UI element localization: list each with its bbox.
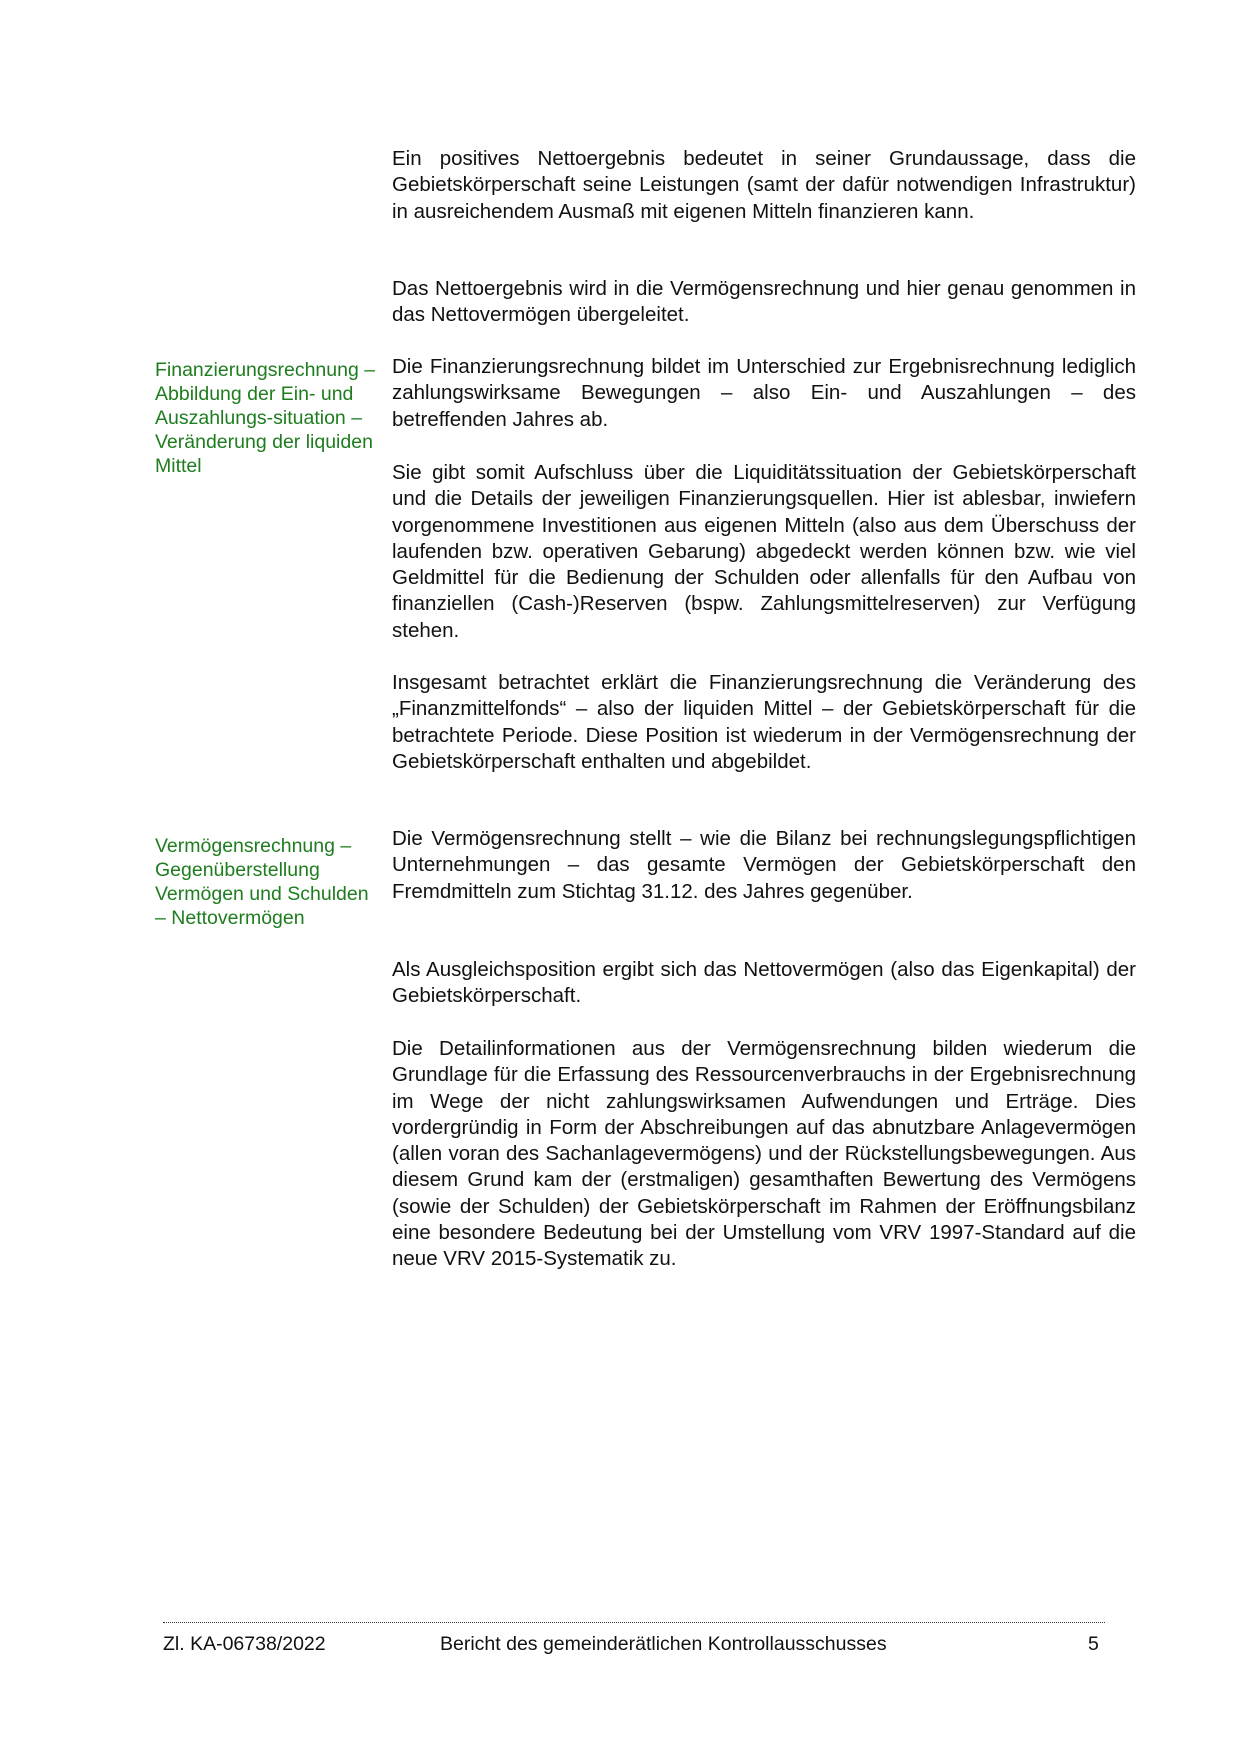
sidenote-vermoegensrechnung: Vermögensrechnung – Gegenüberstellung Vermögen und Schulden – Nettovermögen <box>155 835 369 929</box>
footer-divider <box>163 1622 1105 1623</box>
sidenote-finanzierungsrechnung: Finanzierungsrechnung – Abbildung der Ein- und Auszahlungs-situation – Veränderung der liquiden Mittel <box>155 359 376 477</box>
paragraph-vermoegensrechnung-intro: Die Vermögensrechnung stellt – wie die Bilanz bei rechnungslegungspflichtigen Unternehmungen – das gesamte Vermögen der Gebietskörperschaft den Fremdmitteln zum Stichtag 31.12. des Jahres gegenüber. <box>392 827 1136 903</box>
page-number: 5 <box>1088 1633 1099 1655</box>
paragraph-finanzierungsrechnung-intro: Die Finanzierungsrechnung bildet im Unterschied zur Ergebnisrechnung lediglich zahlungswirksame Bewegungen – also Ein- und Auszahlungen – des betreffenden Jahres ab. <box>392 355 1136 431</box>
footer-title: Bericht des gemeinderätlichen Kontrollausschusses <box>440 1633 887 1655</box>
paragraph-nettoergebnis: Ein positives Nettoergebnis bedeutet in seiner Grundaussage, dass die Gebietskörperschaft seine Leistungen (samt der dafür notwendigen Infrastruktur) in ausreichendem Ausmaß mit eigenen Mitteln finanzieren kann. <box>392 147 1136 223</box>
paragraph-ausgleichsposition: Als Ausgleichsposition ergibt sich das Nettovermögen (also das Eigenkapital) der Gebietskörperschaft. <box>392 958 1136 1008</box>
paragraph-nettoergebnis-ueberleitung: Das Nettoergebnis wird in die Vermögensrechnung und hier genau genommen in das Nettovermögen übergeleitet. <box>392 277 1136 327</box>
paragraph-finanzmittelfonds: Insgesamt betrachtet erklärt die Finanzierungsrechnung die Veränderung des „Finanzmittelfonds“ – also der liquiden Mittel – der Gebietskörperschaft für die betrachtete Periode. Diese Position ist wiederum in der Vermögensrechnung der Gebietskörperschaft enthalten und abgebildet. <box>392 671 1136 773</box>
paragraph-liquiditaet: Sie gibt somit Aufschluss über die Liquiditätssituation der Gebietskörperschaft und die Details der jeweiligen Finanzierungsquellen. Hier ist ablesbar, inwiefern vorgenommene Investitionen aus eigenen Mitteln (also aus dem Überschuss der laufenden bzw. operativen Gebarung) abgedeckt werden können bzw. wie viel Geldmittel für die Bedienung der Schulden oder allenfalls für den Aufbau von finanziellen (Cash-)Reserven (bspw. Zahlungsmittelreserven) zur Verfügung stehen. <box>392 461 1136 642</box>
footer-reference: Zl. KA-06738/2022 <box>163 1633 326 1655</box>
paragraph-detailinformationen: Die Detailinformationen aus der Vermögensrechnung bilden wiederum die Grundlage für die Erfassung des Ressourcenverbrauchs in der Ergebnisrechnung im Wege der nicht zahlungswirksamen Aufwendungen und Erträge. Dies vordergründig in Form der Abschreibungen auf das abnutzbare Anlagevermögen (allen voran des Sachanlagevermögens) und der Rückstellungsbewegungen. Aus diesem Grund kam der (erstmaligen) gesamthaften Bewertung des Vermögens (sowie der Schulden) der Gebietskörperschaft im Rahmen der Eröffnungsbilanz eine besondere Bedeutung bei der Umstellung vom VRV 1997-Standard auf die neue VRV 2015-Systematik zu. <box>392 1037 1136 1271</box>
